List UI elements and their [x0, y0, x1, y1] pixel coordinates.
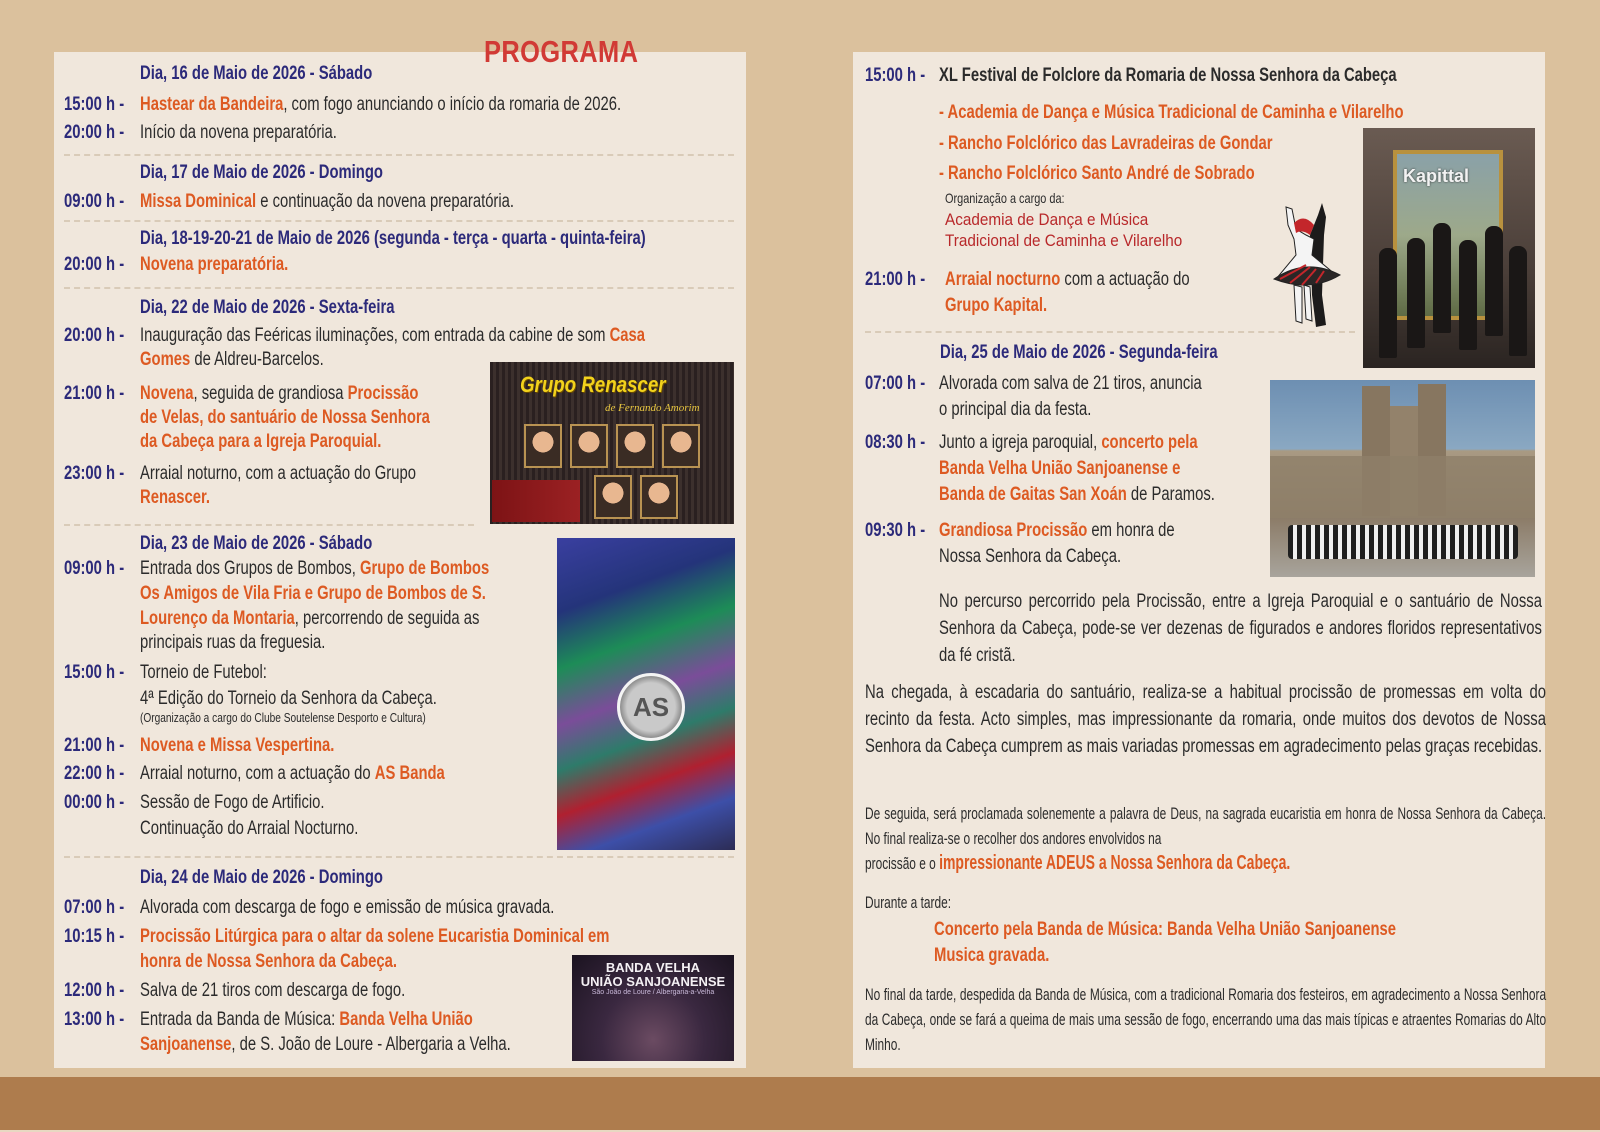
event-highlight: Gomes: [140, 349, 191, 370]
banda-velha-poster: [572, 955, 734, 1061]
event-text: Torneio de Futebol:: [140, 662, 267, 683]
event-time: 09:00 h -: [64, 558, 125, 579]
event-text: Arraial noturno, com a actuação do Grupo: [140, 463, 416, 484]
event-highlight: Lourenço da Montaria: [140, 608, 295, 629]
event-highlight: Grandiosa Procissão: [939, 520, 1088, 541]
event-highlight: Novena preparatória.: [140, 254, 289, 275]
dashed-separator: [64, 220, 734, 222]
event-text: Sessão de Fogo de Artificio.: [140, 792, 325, 813]
event-highlight: Grupo Kapital.: [945, 295, 1048, 316]
event-time: 13:00 h -: [64, 1009, 125, 1030]
day-heading: Dia, 25 de Maio de 2026 - Segunda-feira: [940, 342, 1218, 363]
paragraph-promises: Na chegada, à escadaria do santuário, realiza-se a habitual procissão de promessas em volta do recinto da festa. Acto simples, mas impressionante da romaria, onde muitos dos devotos de Nossa Senhora da Cabeça cumprem as mais variadas promessas em agradecimento pelas graças recebidas.: [865, 682, 1546, 757]
band-member-photo: [570, 424, 608, 468]
event-time: 20:00 h -: [64, 254, 125, 275]
event-desc: , percorrendo de seguida as: [294, 608, 480, 629]
organization-name: Tradicional de Caminha e Vilarelho: [945, 231, 1183, 250]
band-member-figure: [1509, 246, 1527, 356]
event-text: [140, 606, 479, 631]
event-text: [945, 267, 1190, 292]
grupo-renascer-poster: [490, 362, 734, 524]
folk-group: - Academia de Dança e Música Tradicional de Caminha e Vilarelho: [939, 102, 1404, 123]
event-time: 15:00 h -: [64, 662, 125, 683]
event-highlight: Musica gravada.: [934, 945, 1050, 966]
event-desc: Entrada da Banda de Música:: [140, 1009, 340, 1030]
event-text: principais ruas da freguesia.: [140, 632, 326, 653]
event-time: 09:30 h -: [865, 520, 926, 541]
band-member-figure: [1459, 240, 1477, 350]
event-text: [140, 761, 445, 786]
event-text: [939, 430, 1198, 455]
kapittal-logo: Kapittal: [1403, 166, 1470, 186]
event-time: 10:15 h -: [64, 926, 125, 947]
event-time: 07:00 h -: [64, 897, 125, 918]
event-time: 12:00 h -: [64, 980, 125, 1001]
event-text: Alvorada com salva de 21 tiros, anuncia: [939, 373, 1202, 394]
organization-label: Organização a cargo da:: [945, 190, 1065, 206]
event-text: [140, 556, 489, 581]
event-time: 20:00 h -: [64, 325, 125, 346]
event-highlight: Concerto pela Banda de Música: Banda Velha União Sanjoanense: [934, 919, 1397, 940]
day-heading: Dia, 16 de Maio de 2026 - Sábado: [140, 63, 373, 84]
event-desc: com a actuação do: [1060, 269, 1190, 290]
as-banda-collage: [557, 538, 735, 850]
dashed-separator: [64, 287, 734, 289]
event-time: 21:00 h -: [865, 269, 926, 290]
poster-line: BANDA VELHA: [605, 960, 701, 975]
event-time: 00:00 h -: [64, 792, 125, 813]
event-highlight: de Velas, do santuário de Nossa Senhora: [140, 407, 430, 428]
dashed-separator: [64, 524, 474, 526]
event-desc: de Aldreu-Barcelos.: [190, 349, 324, 370]
event-time: 15:00 h -: [865, 65, 926, 86]
cathedral-building: [1270, 456, 1535, 518]
day-heading: Dia, 17 de Maio de 2026 - Domingo: [140, 162, 383, 183]
event-highlight: Missa Dominical: [140, 191, 257, 212]
organization-name: Academia de Dança e Música: [945, 210, 1149, 229]
event-highlight: Banda Velha União: [339, 1009, 473, 1030]
band-member-photo: [640, 475, 678, 519]
as-logo: AS: [617, 673, 685, 741]
event-highlight: concerto pela: [1101, 432, 1198, 453]
event-highlight: Grupo de Bombos: [359, 558, 490, 579]
paragraph-eucharist-end: [865, 851, 1290, 876]
event-highlight: honra de Nossa Senhora da Cabeça.: [140, 951, 397, 972]
event-text: Continuação do Arraial Nocturno.: [140, 818, 359, 839]
event-text: Salva de 21 tiros com descarga de fogo.: [140, 980, 406, 1001]
band-member-figure: [1407, 238, 1425, 348]
poster-title: Grupo Renascer: [520, 372, 666, 397]
event-highlight: da Cabeça para a Igreja Paroquial.: [140, 431, 382, 452]
event-desc: Entrada dos Grupos de Bombos,: [140, 558, 360, 579]
event-highlight: Os Amigos de Vila Fria e Grupo de Bombos de S.: [140, 583, 486, 604]
folk-group: - Rancho Folclórico das Lavradeiras de Gondar: [939, 133, 1273, 154]
band-member-photo: [594, 475, 632, 519]
event-text: o principal dia da festa.: [939, 399, 1092, 420]
event-highlight: AS Banda: [374, 763, 445, 784]
event-highlight: Hastear da Bandeira: [140, 94, 284, 115]
band-members: [1288, 525, 1518, 559]
event-desc: , seguida de grandiosa: [193, 383, 348, 404]
event-highlight: Banda Velha União Sanjoanense e: [939, 458, 1181, 479]
event-desc: de Paramos.: [1126, 484, 1215, 505]
event-highlight: Sanjoanense: [140, 1034, 232, 1055]
event-highlight: Renascer.: [140, 487, 211, 508]
event-time: 23:00 h -: [64, 463, 125, 484]
day-heading: Dia, 18-19-20-21 de Maio de 2026 (segunda - terça - quarta - quinta-feira): [140, 228, 646, 249]
event-time: 22:00 h -: [64, 763, 125, 784]
band-member-figure: [1433, 223, 1451, 333]
grupo-kapittal-poster: [1363, 128, 1535, 368]
event-desc: Junto a igreja paroquial,: [939, 432, 1102, 453]
event-text: Alvorada com descarga de fogo e emissão de música gravada.: [140, 897, 555, 918]
event-time: 09:00 h -: [64, 191, 125, 212]
event-highlight: Casa: [609, 325, 646, 346]
day-heading: Dia, 24 de Maio de 2026 - Domingo: [140, 867, 383, 888]
event-time: 08:30 h -: [865, 432, 926, 453]
event-time: 20:00 h -: [64, 122, 125, 143]
event-desc: Inauguração das Feéricas iluminações, com entrada da cabine de som: [140, 325, 610, 346]
event-desc: em honra de: [1087, 520, 1175, 541]
poster-line: UNIÃO SANJOANENSE: [580, 974, 726, 989]
poster-line: São João de Loure / Albergaria-a-Velha: [591, 989, 715, 996]
event-text: [140, 189, 514, 214]
band-member-figure: [1379, 248, 1397, 358]
event-highlight: Banda de Gaitas San Xoán: [939, 484, 1127, 505]
event-time: 21:00 h -: [64, 383, 125, 404]
poster-subtitle: de Fernando Amorim: [605, 402, 700, 414]
contact-box: [492, 480, 580, 522]
folk-group: - Rancho Folclórico Santo André de Sobrado: [939, 163, 1255, 184]
paragraph-farewell: No final da tarde, despedida da Banda de Música, com a tradicional Romaria dos festeiros, em agradecimento a Nossa Senhora da Cabeça, onde se fará a queima de mais uma sessão de fogo, encerrando uma das mais típicas e atraentes Romarias do Alto Minho.: [865, 985, 1547, 1054]
dashed-separator: [64, 856, 734, 858]
event-text: Nossa Senhora da Cabeça.: [939, 546, 1122, 567]
paragraph-eucharist: De seguida, será proclamada solenemente a palavra de Deus, na sagrada eucaristia em honra de Nossa Senhora da Cabeça. No final realiza-se o recolher dos andores envolvidos na: [865, 804, 1547, 848]
event-time: 21:00 h -: [64, 735, 125, 756]
day-heading: Dia, 23 de Maio de 2026 - Sábado: [140, 533, 373, 554]
event-text: [939, 518, 1175, 543]
page-title: PROGRAMA: [484, 34, 639, 69]
event-highlight: Procissão: [347, 383, 419, 404]
paragraph-procession: No percurso percorrido pela Procissão, entre a Igreja Paroquial e o santuário de Nossa Senhora da Cabeça, pode-se ver dezenas de figurados e andores floridos representativos da fé cristã.: [939, 591, 1542, 666]
event-desc: Arraial noturno, com a actuação do: [140, 763, 375, 784]
event-text: XL Festival de Folclore da Romaria de Nossa Senhora da Cabeça: [939, 65, 1397, 86]
event-time: 15:00 h -: [64, 94, 125, 115]
band-member-photo: [524, 424, 562, 468]
band-member-figure: [1485, 226, 1503, 336]
event-note: (Organização a cargo do Clube Soutelense Desporto e Cultura): [140, 710, 426, 725]
event-text: Início da novena preparatória.: [140, 122, 337, 143]
event-text: 4ª Edição do Torneio da Senhora da Cabeça.: [140, 688, 437, 709]
event-text: [140, 92, 621, 117]
event-highlight: Novena e Missa Vespertina.: [140, 735, 335, 756]
afternoon-label: Durante a tarde:: [865, 893, 952, 912]
bottom-band: [0, 1077, 1600, 1130]
event-highlight: impressionante ADEUS a Nossa Senhora da Cabeça.: [939, 852, 1291, 874]
event-text: [140, 1007, 473, 1032]
band-member-photo: [662, 424, 700, 468]
event-text: [140, 1032, 511, 1057]
day-heading: Dia, 22 de Maio de 2026 - Sexta-feira: [140, 297, 395, 318]
event-time: 07:00 h -: [865, 373, 926, 394]
event-highlight: Novena: [140, 383, 194, 404]
event-highlight: Arraial nocturno: [945, 269, 1061, 290]
paragraph-text: procissão e o: [865, 854, 940, 873]
banda-gaitas-photo: [1270, 380, 1535, 577]
dashed-separator: [64, 154, 734, 156]
event-desc: , com fogo anunciando o início da romaria de 2026.: [283, 94, 622, 115]
event-text: [140, 323, 645, 348]
event-text: [140, 347, 324, 372]
event-desc: e continuação da novena preparatória.: [256, 191, 515, 212]
dashed-separator: [865, 331, 1355, 333]
event-desc: , de S. João de Loure - Albergaria a Velha.: [231, 1034, 511, 1055]
event-text: [140, 381, 418, 406]
band-member-photo: [616, 424, 654, 468]
event-highlight: Procissão Litúrgica para o altar da solene Eucaristia Dominical em: [140, 926, 610, 947]
folk-dancer-illustration: [1266, 195, 1346, 335]
event-text: [939, 482, 1215, 507]
